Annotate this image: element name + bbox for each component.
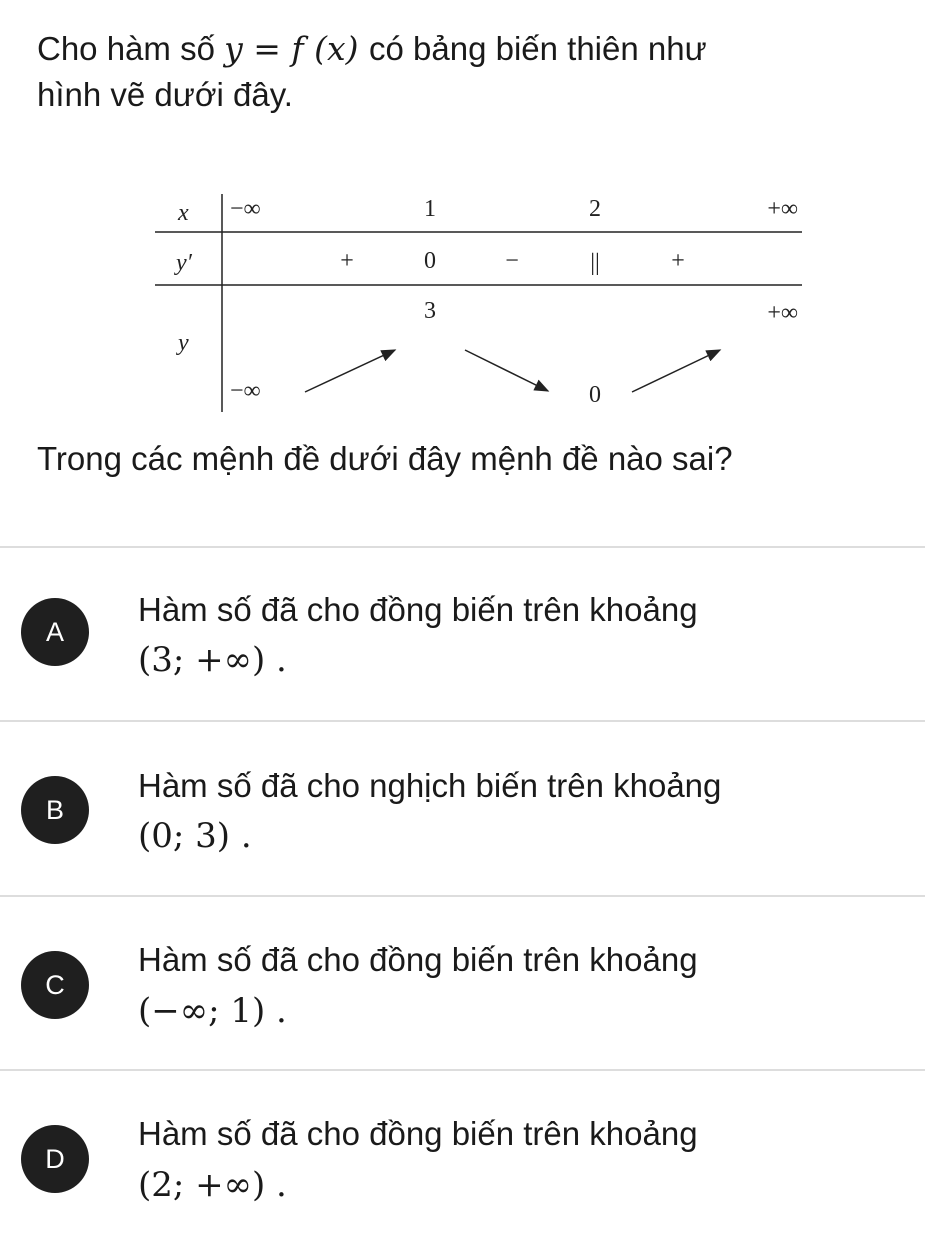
y-value-local-max: 3 [424,298,436,324]
function-equals: = [253,29,281,68]
function-formula [224,29,369,68]
y-value-neg-infinity: −∞ [230,378,261,404]
option-statement: Hàm số đã cho nghịch biến trên khoảng [138,767,722,804]
derivative-sign-3: + [671,248,685,274]
option-letter-badge: B [21,776,89,844]
y-value-local-min: 0 [589,382,601,408]
answer-option-d[interactable] [0,1071,925,1243]
variation-table [150,180,810,415]
option-statement: Hàm số đã cho đồng biến trên khoảng [138,941,698,978]
arrow-decreasing [465,350,548,391]
option-interval: (0; 3) . [138,816,252,856]
question-line-2: hình vẽ dưới đây. [37,76,293,113]
option-statement: Hàm số đã cho đồng biến trên khoảng [138,1115,698,1152]
answer-option-c[interactable] [0,897,925,1069]
x-value-1: 1 [424,196,436,222]
question-intro-end: có bảng biến thiên như [369,30,707,67]
derivative-zero: 0 [424,248,436,274]
question-text [37,26,897,118]
arrow-increasing-1 [305,350,395,392]
row-label-y: y [178,330,189,356]
derivative-sign-1: + [340,248,354,274]
option-letter-badge: D [21,1125,89,1193]
option-letter-badge: A [21,598,89,666]
y-value-pos-infinity: +∞ [767,300,798,326]
question-intro: Cho hàm số [37,30,215,67]
answer-option-b[interactable] [0,722,925,894]
function-rhs: f (x) [291,29,359,68]
option-interval: (−∞; 1) . [138,991,287,1031]
row-label-x: x [178,200,189,226]
x-value-neg-infinity: −∞ [230,196,261,222]
function-lhs: y [224,29,243,68]
x-value-pos-infinity: +∞ [767,196,798,222]
answer-option-a[interactable] [0,548,925,720]
arrow-increasing-2 [632,350,720,392]
derivative-undefined: || [590,250,600,276]
option-interval: (2; +∞) . [138,1165,287,1205]
question-prompt: Trong các mệnh đề dưới đây mệnh đề nào sai? [37,440,733,477]
option-statement: Hàm số đã cho đồng biến trên khoảng [138,591,698,628]
row-label-y-prime: y′ [176,250,192,276]
derivative-sign-2: − [505,248,519,274]
option-interval: (3; +∞) . [138,640,287,680]
option-letter-badge: C [21,951,89,1019]
x-value-2: 2 [589,196,601,222]
